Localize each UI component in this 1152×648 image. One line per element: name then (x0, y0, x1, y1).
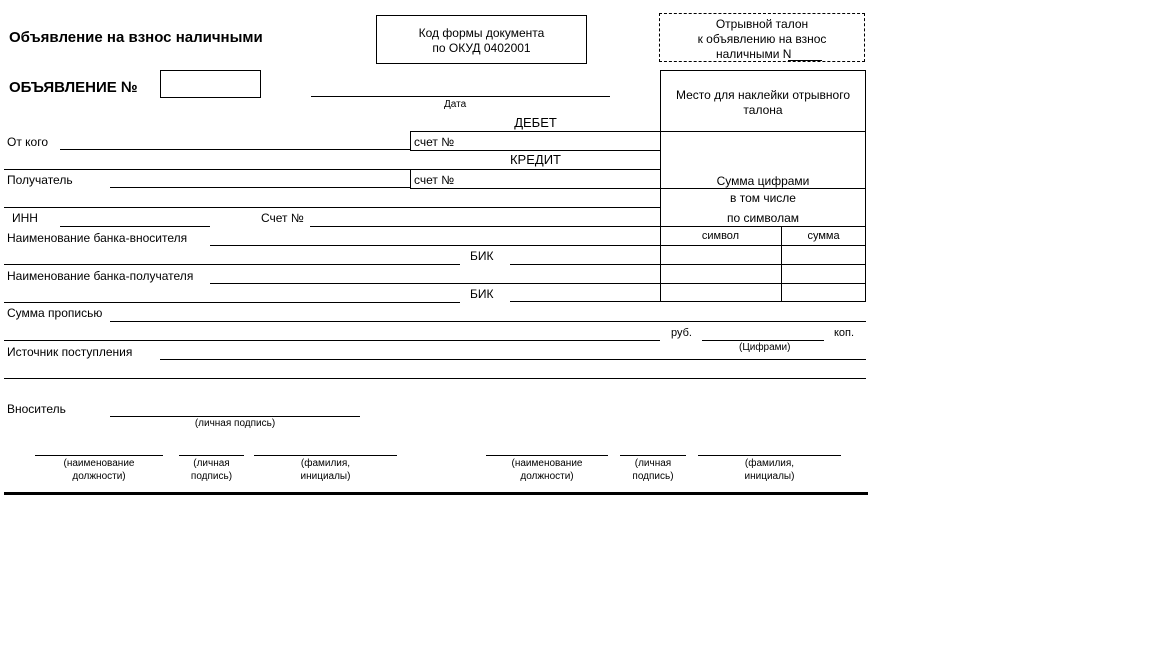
col-sum-header: сумма (807, 230, 840, 242)
sum-words-label: Сумма прописью (7, 306, 103, 320)
credit-account-field[interactable] (410, 188, 660, 189)
sign-hint-left-2: подпись) (190, 471, 233, 482)
credit-label: КРЕДИТ (509, 152, 561, 167)
from-whom-field[interactable] (60, 149, 410, 150)
depositor-label: Вноситель (7, 402, 66, 416)
including-label: в том числе (730, 191, 796, 205)
notice-label: ОБЪЯВЛЕНИЕ № (9, 79, 138, 96)
sign-hint-right-2: подпись) (632, 471, 674, 482)
stub-number-line (788, 60, 822, 61)
recipient-bank-field[interactable] (210, 283, 660, 284)
credit-account-label: счет № (414, 173, 455, 187)
recipient-bik-field[interactable] (510, 301, 660, 302)
depositor-signature-hint: (личная подпись) (194, 418, 276, 429)
depositor-signature-field[interactable] (110, 416, 360, 417)
recipient-label: Получатель (7, 173, 73, 187)
form-code-line1: Код формы документа (418, 26, 545, 40)
position-field-left[interactable] (35, 455, 163, 456)
inn-field[interactable] (60, 226, 210, 227)
payer-bank-label: Наименование банка-вносителя (7, 231, 188, 245)
sign-field-left[interactable] (179, 455, 244, 456)
name-field-left[interactable] (254, 455, 397, 456)
debit-account-label: счет № (414, 135, 455, 149)
position-field-right[interactable] (486, 455, 608, 456)
panel-line-bottom (660, 301, 866, 302)
col-symbol-header: символ (701, 230, 740, 242)
debit-account-field[interactable] (410, 150, 660, 151)
source-field[interactable] (160, 359, 866, 360)
payer-bik-label: БИК (470, 249, 494, 263)
source-label: Источник поступления (7, 345, 133, 359)
sum-digits-label: Сумма цифрами (716, 174, 810, 188)
bottom-rule (4, 492, 868, 495)
credit-left-border (410, 169, 411, 188)
name-field-right[interactable] (698, 455, 841, 456)
sum-words-field-2[interactable] (4, 340, 660, 341)
name-hint-left-2: инициалы) (300, 471, 351, 482)
row-line-credit (4, 169, 660, 170)
digits-hint: (Цифрами) (739, 342, 791, 353)
stub-line1: Отрывной талон (715, 17, 809, 31)
panel-line-row3 (660, 283, 866, 284)
panel-line-row2 (660, 264, 866, 265)
kop-label: коп. (834, 327, 855, 339)
stub-line3: наличными N (716, 47, 792, 61)
account-field[interactable] (310, 226, 660, 227)
position-hint-left-1: (наименование (63, 458, 135, 469)
payer-bank-field[interactable] (210, 245, 660, 246)
row-line-recipient-bank (4, 302, 460, 303)
account-label: Счет № (261, 211, 304, 225)
kop-field[interactable] (702, 340, 824, 341)
name-hint-right-2: инициалы) (744, 471, 795, 482)
sign-hint-left-1: (личная (193, 458, 230, 469)
tear-off-stub (659, 13, 865, 62)
position-hint-right-2: должности) (520, 471, 574, 482)
sticker-line1: Место для наклейки отрывного (675, 88, 851, 102)
by-symbols-label: по символам (726, 211, 800, 225)
name-hint-right-1: (фамилия, (744, 458, 795, 469)
panel-line-header (660, 226, 866, 227)
recipient-bank-label: Наименование банка-получателя (7, 269, 194, 283)
sum-words-field[interactable] (110, 321, 866, 322)
notice-number-field[interactable] (160, 70, 261, 98)
form-code-line2: по ОКУД 0402001 (432, 41, 531, 55)
position-hint-right-1: (наименование (511, 458, 583, 469)
date-label: Дата (444, 99, 467, 110)
name-hint-left-1: (фамилия, (300, 458, 351, 469)
recipient-field[interactable] (110, 187, 410, 188)
panel-line-row1 (660, 245, 866, 246)
panel-line-sum (660, 188, 866, 189)
debit-top-line (410, 131, 660, 132)
row-line-payer-bank (4, 264, 460, 265)
source-field-2[interactable] (4, 378, 866, 379)
form-code-box (376, 15, 587, 64)
recipient-bik-label: БИК (470, 287, 494, 301)
row-line-inn (4, 207, 660, 208)
sticker-line2: талона (743, 103, 783, 117)
sign-hint-right-1: (личная (634, 458, 672, 469)
debit-label: ДЕБЕТ (514, 115, 557, 130)
position-hint-left-2: должности) (72, 471, 126, 482)
sticker-area (660, 70, 866, 132)
sign-field-right[interactable] (620, 455, 686, 456)
inn-label: ИНН (12, 211, 38, 225)
debit-left-border (410, 131, 411, 150)
payer-bik-field[interactable] (510, 264, 660, 265)
date-field[interactable] (311, 96, 610, 97)
from-whom-label: От кого (7, 135, 49, 149)
stub-line2: к объявлению на взнос (697, 32, 827, 46)
rub-label: руб. (671, 327, 692, 339)
form-title: Объявление на взнос наличными (9, 29, 263, 46)
